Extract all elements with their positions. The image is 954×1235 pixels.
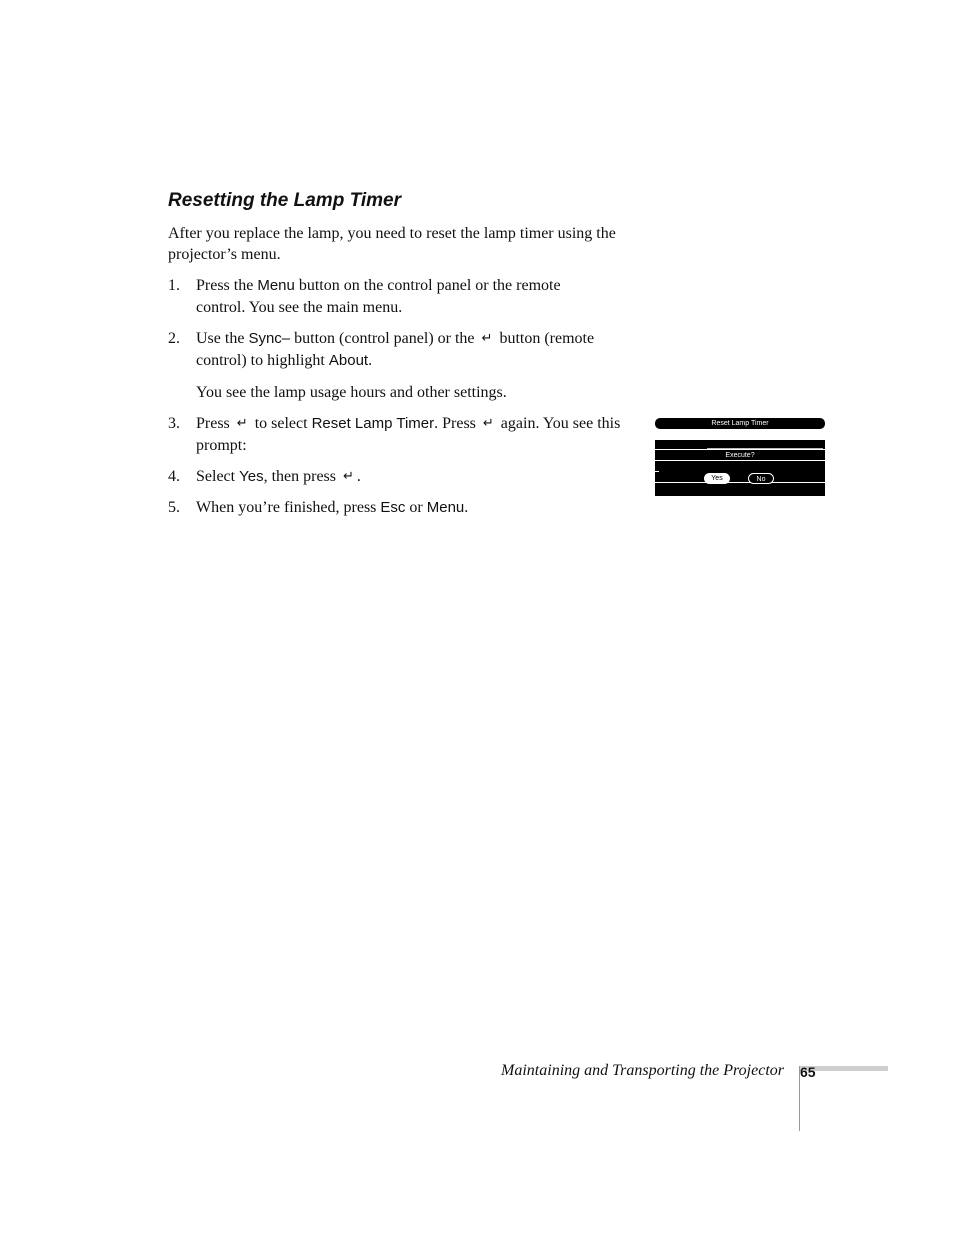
intro-paragraph — [168, 223, 638, 265]
text-run: , then press — [263, 468, 341, 485]
text-run: . — [356, 468, 361, 485]
key-name: Yes — [239, 468, 264, 485]
text-run: button (control panel) or the — [290, 330, 479, 347]
step-number: 2. — [168, 330, 180, 347]
key-name: Sync– — [248, 330, 291, 347]
text-run: button (remote — [495, 330, 595, 347]
yes-button[interactable]: Yes — [704, 473, 730, 484]
key-name: Reset Lamp Timer — [311, 415, 435, 432]
prompt-body — [655, 440, 825, 496]
step-number: 5. — [168, 499, 180, 516]
text-run: Press — [196, 415, 234, 432]
step-number: 3. — [168, 415, 180, 432]
step-text — [196, 275, 638, 319]
menu-row-divider — [655, 460, 825, 461]
step-number: 4. — [168, 468, 180, 485]
key-name: Menu — [426, 499, 465, 516]
step-text — [196, 413, 638, 457]
text-run: . — [464, 499, 469, 516]
key-name: About — [328, 352, 369, 369]
menu-row-divider — [655, 482, 825, 483]
section-title: Resetting the Lamp Timer — [168, 190, 401, 211]
text-run: . — [368, 352, 373, 369]
enter-icon: ↵ — [343, 469, 354, 484]
enter-icon: ↵ — [482, 416, 494, 431]
no-button[interactable]: No — [748, 473, 774, 484]
step-text — [196, 466, 638, 488]
prompt-title: Reset Lamp Timer — [655, 418, 825, 429]
menu-row-divider — [655, 449, 825, 450]
intro-line-1: After you replace the lamp, you need to reset the lamp timer using the — [168, 225, 616, 242]
page-number: 65 — [800, 1064, 816, 1080]
text-run: again. You see this — [496, 415, 621, 432]
intro-line-2: projector’s menu. — [168, 246, 281, 263]
step-number: 1. — [168, 277, 180, 294]
enter-icon: ↵ — [236, 416, 248, 431]
text-run: Select — [196, 468, 240, 485]
step-text — [196, 497, 638, 519]
key-name: Menu — [257, 277, 295, 294]
prompt-separator — [707, 448, 823, 449]
text-run: control) to highlight — [196, 352, 329, 369]
chapter-title: Maintaining and Transporting the Projector — [501, 1062, 784, 1079]
text-run: . Press — [434, 415, 480, 432]
enter-icon: ↵ — [481, 331, 493, 346]
text-run: to select — [250, 415, 312, 432]
text-run: or — [405, 499, 427, 516]
text-run: Use the — [196, 330, 249, 347]
menu-row-divider — [655, 471, 659, 472]
key-name: Esc — [380, 499, 406, 516]
note-text: You see the lamp usage hours and other settings. — [196, 384, 507, 401]
step-text — [196, 328, 638, 372]
prompt-question: Execute? — [725, 452, 755, 459]
text-run: When you’re finished, press — [196, 499, 381, 516]
text-run: button on the control panel or the remote — [294, 277, 561, 294]
text-run: control. You see the main menu. — [196, 299, 403, 316]
text-run: prompt: — [196, 437, 247, 454]
reset-lamp-timer-prompt — [655, 418, 825, 498]
text-run: Press the — [196, 277, 258, 294]
